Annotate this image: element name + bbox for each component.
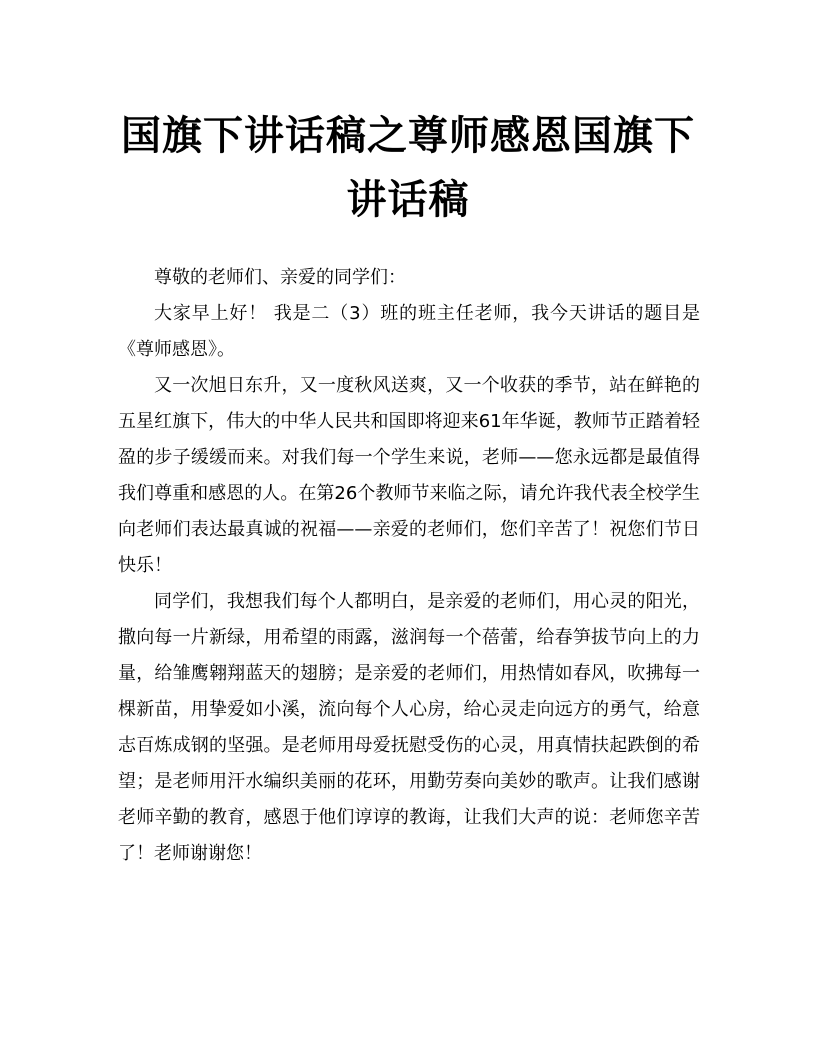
body-paragraph: 同学们，我想我们每个人都明白，是亲爱的老师们，用心灵的阳光，撒向每一片新绿，用希望的雨露，滋润每一个蓓蕾，给春笋拔节向上的力量，给雏鹰翱翔蓝天的翅膀；是亲爱的老师们，用热情如春风，吹拂每一棵新苗，用挚爱如小溪，流向每个人心房，给心灵走向远方的勇气，给意志百炼成钢的坚强。是老师用母爱抚慰受伤的心灵，用真情扶起跌倒的希望；是老师用汗水编织美丽的花环，用勤劳奏向美妙的歌声。让我们感谢老师辛勤的教育，感恩于他们谆谆的教诲，让我们大声的说：老师您辛苦了！老师谢谢您！ (118, 591, 700, 864)
document-title: 国旗下讲话稿之尊师感恩国旗下讲话稿 (121, 112, 695, 223)
greeting-paragraph: 大家早上好！ 我是二（3）班的班主任老师，我今天讲话的题目是《尊师感恩》。 (118, 303, 700, 360)
body-paragraph: 又一次旭日东升，又一度秋风送爽，又一个收获的季节，站在鲜艳的五星红旗下，伟大的中华人民共和国即将迎来61年华诞，教师节正踏着轻盈的步子缓缓而来。对我们每一个学生来说，老师——您永远都是最值得我们尊重和感恩的人。在第26个教师节来临之际，请允许我代表全校学生向老师们表达最真诚的祝福——亲爱的老师们，您们辛苦了！祝您们节日快乐！ (118, 375, 700, 576)
document-body (118, 260, 700, 872)
salutation-paragraph: 尊敬的老师们、亲爱的同学们： (154, 267, 406, 288)
